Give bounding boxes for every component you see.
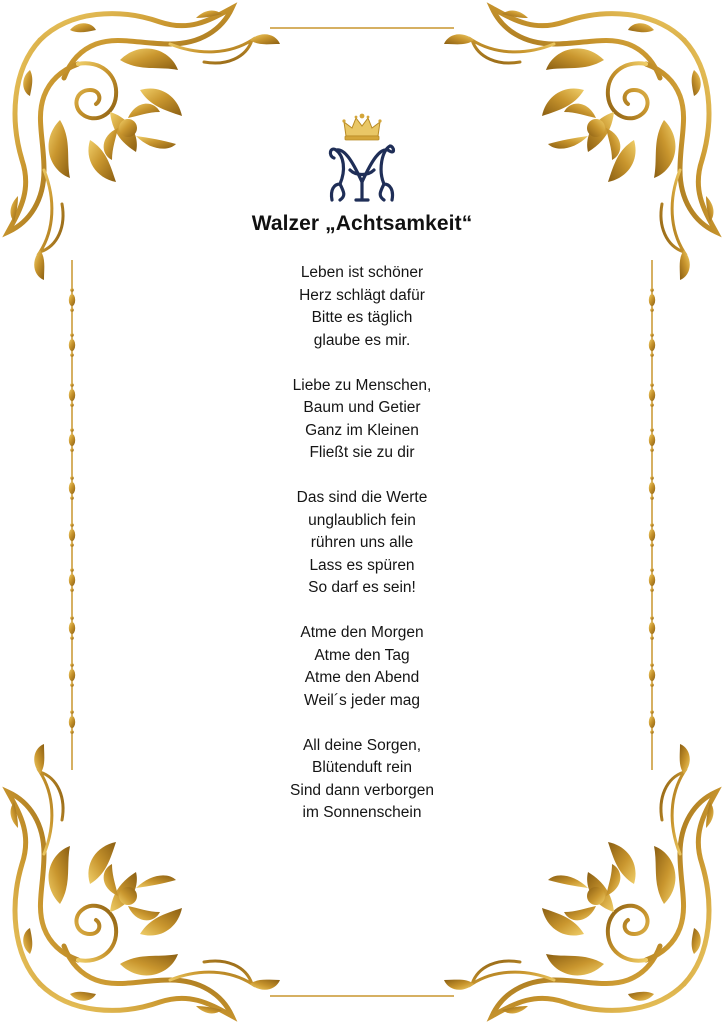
poem-stanza [0, 375, 724, 465]
poem-line: Liebe zu Menschen, [292, 376, 432, 394]
poem-body [0, 262, 724, 847]
crowned-monogram-icon [322, 110, 402, 206]
poem-line: Atme den Abend [304, 669, 420, 686]
poem-line: So darf es sein! [308, 579, 416, 596]
poem-line: Bitte es täglich [311, 309, 413, 326]
poem-line: im Sonnenschein [302, 804, 422, 821]
poem-line: Das sind die Werte [296, 489, 428, 506]
poem-line: Ganz im Kleinen [305, 421, 419, 439]
poem-line: Atme den Tag [314, 646, 410, 664]
poem-line: Blütenduft rein [312, 759, 412, 776]
poem-line: All deine Sorgen, [302, 736, 422, 754]
poem-stanza [0, 262, 724, 352]
poem-stanza [0, 735, 724, 825]
crown-icon [342, 114, 381, 140]
poem-title: Walzer „Achtsamkeit“ [251, 212, 473, 235]
poem-line: Weil´s jeder mag [303, 691, 420, 709]
poem-line: rühren uns alle [310, 534, 414, 551]
poem-line: Herz schlägt dafür [299, 286, 425, 304]
poem-line: glaube es mir. [313, 331, 411, 349]
poem-stanza [0, 487, 724, 600]
poem-line: Atme den Morgen [300, 624, 424, 641]
poem-line: Fließt sie zu dir [309, 444, 415, 461]
poem-line: Lass es spüren [309, 556, 415, 574]
poem-line: unglaublich fein [308, 511, 416, 529]
poem-line: Baum und Getier [303, 399, 421, 416]
poem-line: Leben ist schöner [300, 264, 424, 281]
poem-stanza [0, 622, 724, 712]
poem-line: Sind dann verborgen [290, 781, 434, 799]
